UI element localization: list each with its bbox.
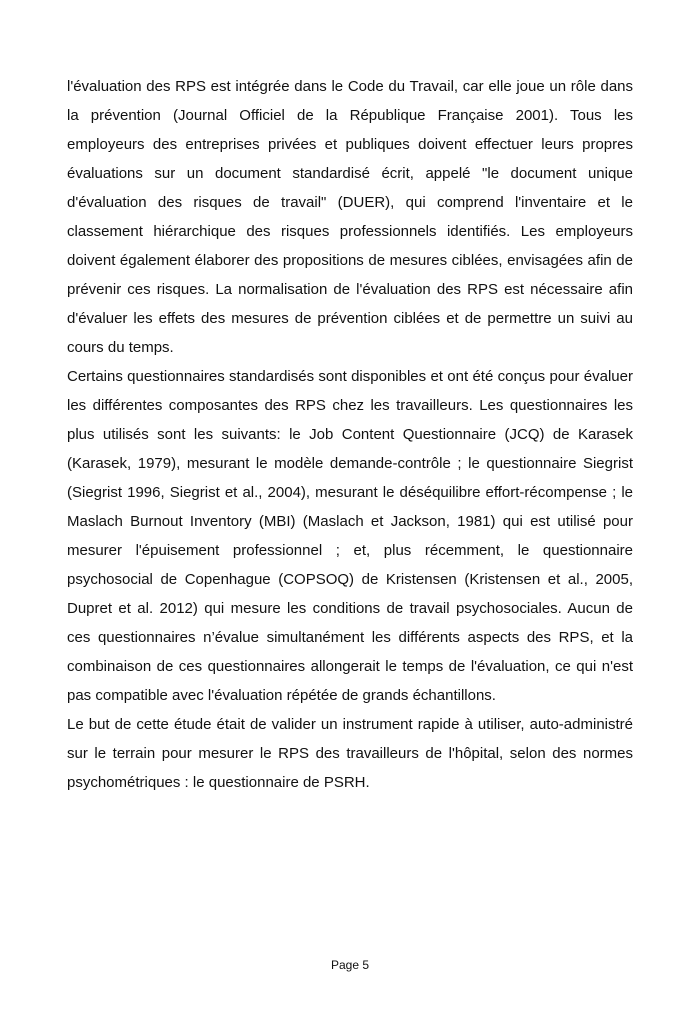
page-number: Page 5: [330, 958, 370, 972]
paragraph-questionnaires: Certains questionnaires standardisés sont disponibles et ont été conçus pour évaluer les différentes composantes des RPS chez les travailleurs. Les questionnaires les plus utilisés sont les suivants: le Job Content Questionnaire (JCQ) de Karasek (Karasek, 1979), mesurant le modèle demande-contrôle ; le questionnaire Siegrist (Siegrist 1996, Siegrist et al., 2004), mesurant le déséquilibre effort-récompense ; le Maslach Burnout Inventory (MBI) (Maslach et Jackson, 1981) qui est utilisé pour mesurer l'épuisement professionnel ; et, plus récemment, le questionnaire psychosocial de Copenhague (COPSOQ) de Kristensen (Kristensen et al., 2005, Dupret et al. 2012) qui mesure les conditions de travail psychosociales. Aucun de ces questionnaires n’évalue simultanément les différents aspects des RPS, et la combinaison de ces questionnaires allongerait le temps de l'évaluation, ce qui n'est pas compatible avec l'évaluation répétée de grands échantillons.: [67, 368, 633, 704]
body-text: [67, 72, 633, 797]
paragraph-rps-evaluation: l'évaluation des RPS est intégrée dans le Code du Travail, car elle joue un rôle dans la prévention (Journal Officiel de la République Française 2001). Tous les employeurs des entreprises privées et publiques doivent effectuer leurs propres évaluations sur un document standardisé écrit, appelé "le document unique d'évaluation des risques de travail" (DUER), qui comprend l'inventaire et le classement hiérarchique des risques professionnels identifiés. Les employeurs doivent également élaborer des propositions de mesures ciblées, envisagées afin de prévenir ces risques. La normalisation de l'évaluation des RPS est nécessaire afin d'évaluer les effets des mesures de prévention ciblées et de permettre un suivi au cours du temps.: [67, 78, 633, 356]
paragraph-study-aim: Le but de cette étude était de valider un instrument rapide à utiliser, auto-administré sur le terrain pour mesurer le RPS des travailleurs de l'hôpital, selon des normes psychométriques : le questionnaire de PSRH.: [67, 716, 633, 791]
